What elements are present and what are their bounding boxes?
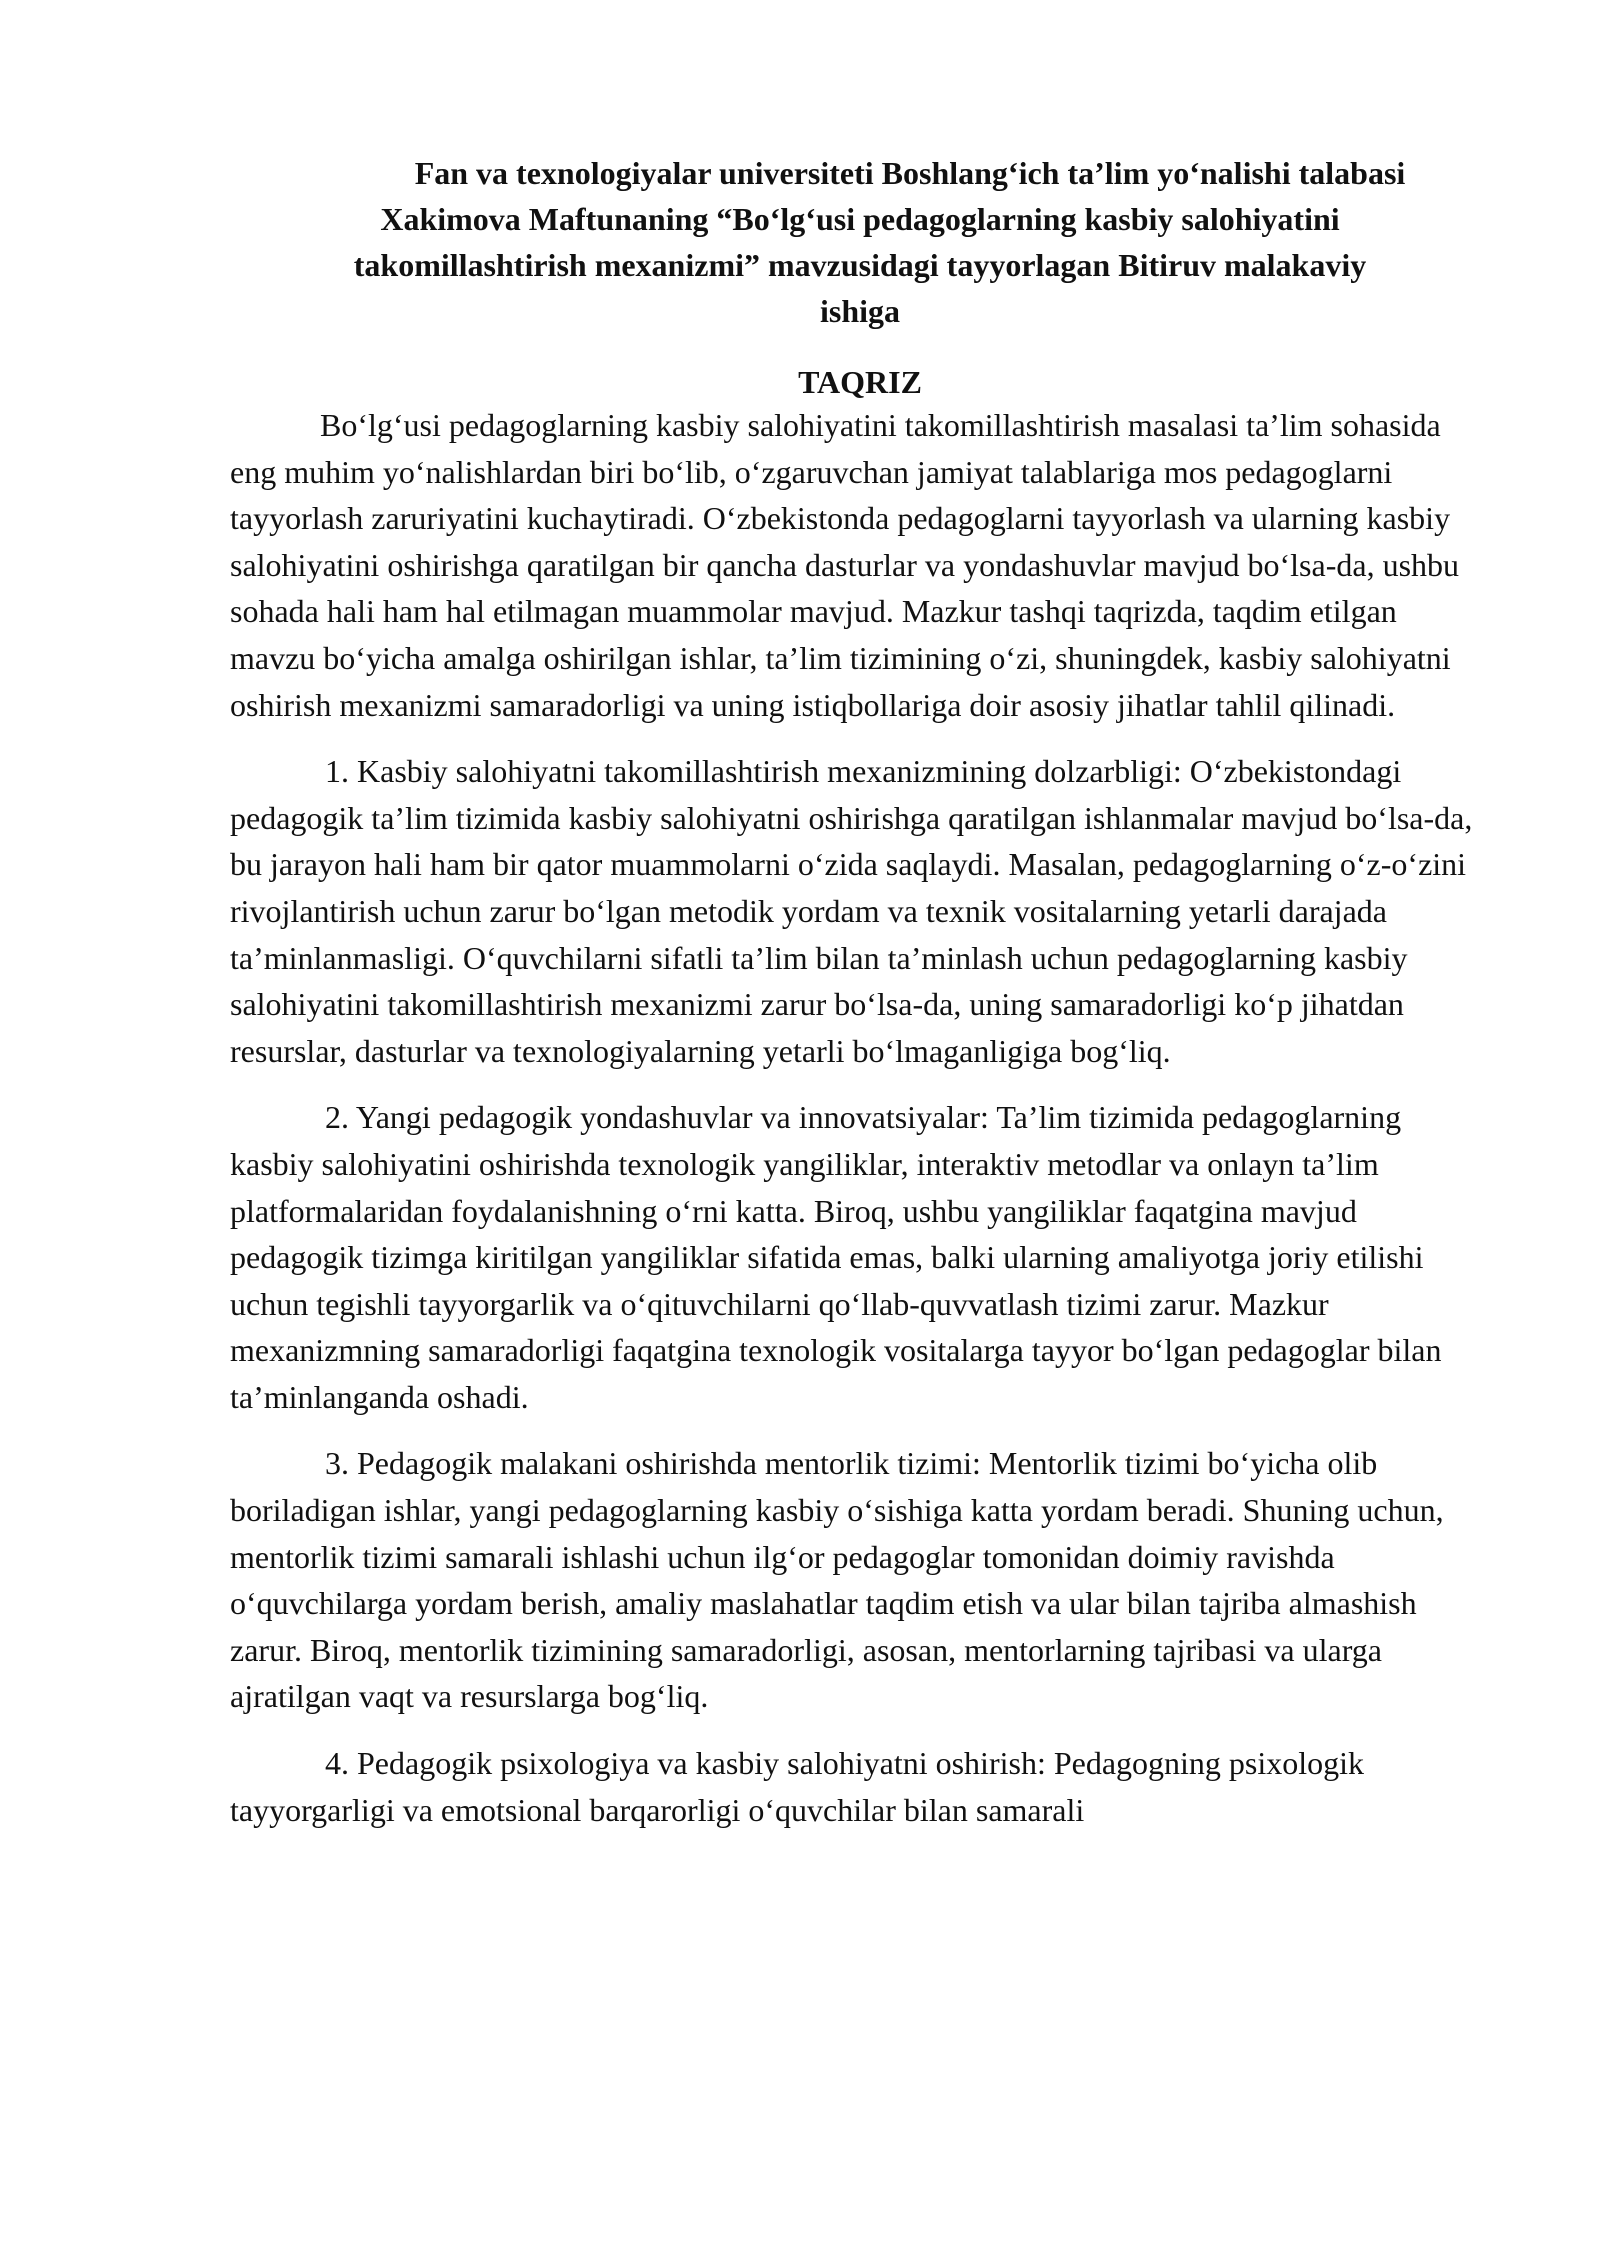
paragraph-item-2: 2. Yangi pedagogik yondashuvlar va innovatsiyalar: Ta’lim tizimida pedagoglarning kasbiy salohiyatini oshirishda texnologik yangiliklar, interaktiv metodlar va onlayn ta’lim platformalaridan foydalanishning o‘rni katta. Biroq, ushbu yangiliklar faqatgina mavjud pedagogik tizimga kiritilgan yangiliklar sifatida emas, balki ularning amaliyotga joriy etilishi uchun tegishli tayyorgarlik va o‘qituvchilarni qo‘llab-quvvatlash tizimi zarur. Mazkur mexanizmning samaradorligi faqatgina texnologik vositalarga tayyor bo‘lgan pedagoglar bilan ta’minlanganda oshadi. (230, 1099, 1442, 1415)
document-title: TAQRIZ (798, 364, 922, 400)
paragraph-item-3: 3. Pedagogik malakani oshirishda mentorlik tizimi: Mentorlik tizimi bo‘yicha olib boriladigan ishlar, yangi pedagoglarning kasbiy o‘sishiga katta yordam beradi. Shuning uchun, mentorlik tizimi samarali ishlashi uchun ilg‘or pedagoglar tomonidan doimiy ravishda o‘quvchilarga yordam berish, amaliy maslahatlar taqdim etish va ular bilan tajriba almashish zarur. Biroq, mentorlik tizimining samaradorligi, asosan, mentorlarning tajribasi va ularga ajratilgan vaqt va resurslarga bog‘liq. (230, 1445, 1444, 1715)
document-page (230, 150, 1490, 1833)
paragraph-item-4: 4. Pedagogik psixologiya va kasbiy salohiyatni oshirish: Pedagogning psixologik tayyorgarligi va emotsional barqarorligi o‘quvchilar bilan samarali (230, 1745, 1365, 1828)
header-line-1: Fan va texnologiyalar universiteti Boshlang‘ich ta’lim yo‘nalishi talabasi (414, 155, 1406, 191)
intro-paragraph: Bo‘lg‘usi pedagoglarning kasbiy salohiyatini takomillashtirish masalasi ta’lim sohasida eng muhim yo‘nalishlardan biri bo‘lib, o‘zgaruvchan jamiyat talablariga mos pedagoglarni tayyorlash zaruriyatini kuchaytiradi. O‘zbekistonda pedagoglarni tayyorlash va ularning kasbiy salohiyatini oshirishga qaratilgan bir qancha dasturlar va yondashuvlar mavjud bo‘lsa-da, ushbu sohada hali ham hal etilmagan muammolar mavjud. Mazkur tashqi taqrizda, taqdim etilgan mavzu bo‘yicha amalga oshirilgan ishlar, ta’lim tizimining o‘zi, shuningdek, kasbiy salohiyatni oshirish mexanizmi samaradorligi va uning istiqbollariga doir asosiy jihatlar tahlil qilinadi. (230, 407, 1460, 723)
paragraph-item-1: 1. Kasbiy salohiyatni takomillashtirish mexanizmining dolzarbligi: O‘zbekistondagi pedagogik ta’lim tizimida kasbiy salohiyatni oshirishga qaratilgan ishlanmalar mavjud bo‘lsa-da, bu jarayon hali ham bir qator muammolarni o‘zida saqlaydi. Masalan, pedagoglarning o‘z-o‘zini rivojlantirish uchun zarur bo‘lgan metodik yordam va texnik vositalarning yetarli darajada ta’minlanmasligi. O‘quvchilarni sifatli ta’lim bilan ta’minlash uchun pedagoglarning kasbiy salohiyatini takomillashtirish mexanizmi zarur bo‘lsa-da, uning samaradorligi ko‘p jihatdan resurslar, dasturlar va texnologiyalarning yetarli bo‘lmaganligiga bog‘liq. (230, 753, 1473, 1069)
header-line-4: ishiga (819, 293, 901, 329)
header-line-2: Xakimova Maftunaning “Bo‘lg‘usi pedagoglarning kasbiy salohiyatini (380, 201, 1340, 237)
header-line-3: takomillashtirish mexanizmi” mavzusidagi tayyorlagan Bitiruv malakaviy (353, 247, 1367, 283)
document-header (230, 150, 1490, 334)
